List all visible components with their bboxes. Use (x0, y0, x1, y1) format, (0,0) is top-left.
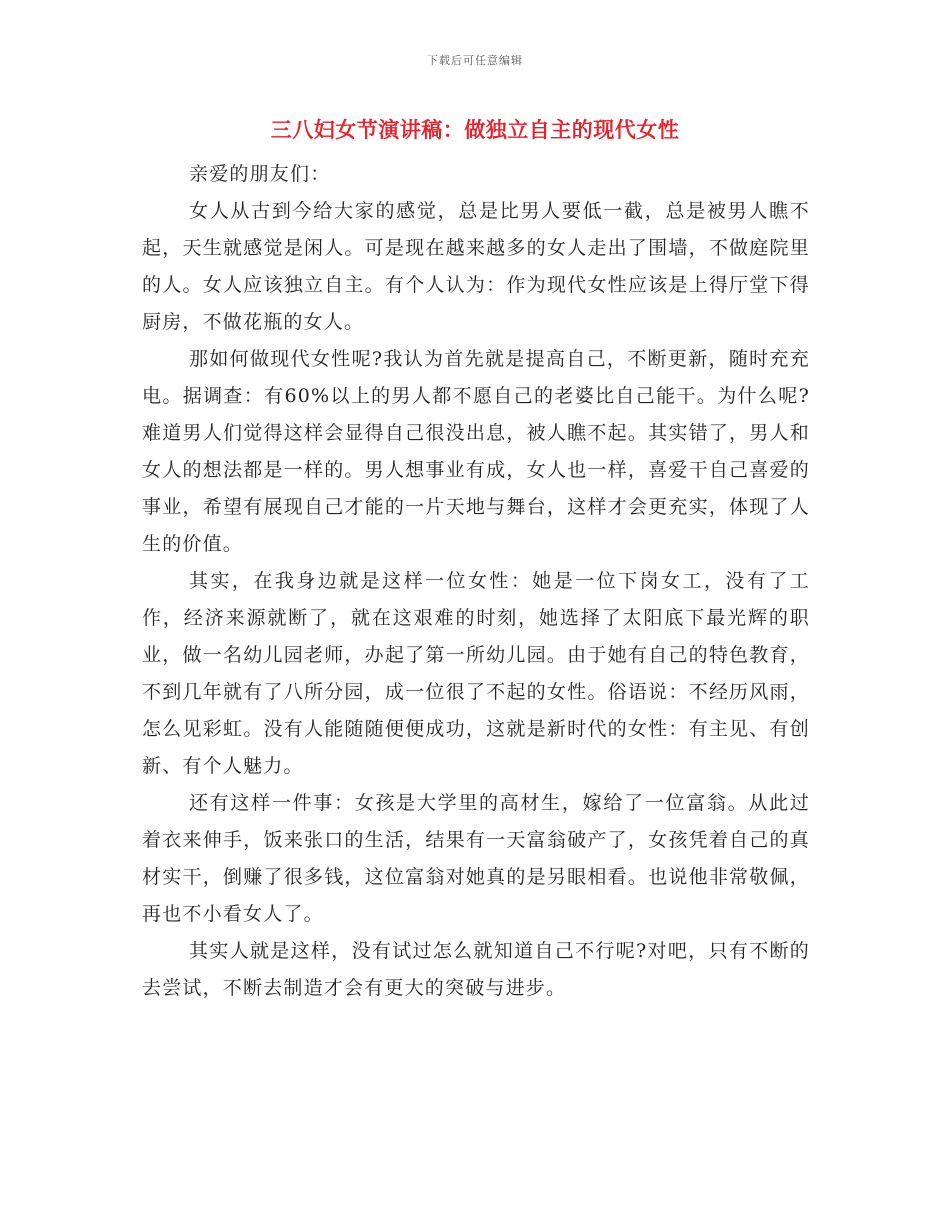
paragraph: 其实人就是这样，没有试过怎么就知道自己不行呢?对吧，只有不断的去尝试，不断去制造才会有更大的突破与进步。 (142, 940, 810, 999)
paragraph: 女人从古到今给大家的感觉，总是比男人要低一截，总是被男人瞧不起，天生就感觉是闲人。可是现在越来越多的女人走出了围墙，不做庭院里的人。女人应该独立自主。有个人认为：作为现代女性应该是上得厅堂下得厨房，不做花瓶的女人。 (142, 200, 810, 333)
paragraph-greeting: 亲爱的朋友们： (189, 163, 331, 185)
paragraph: 那如何做现代女性呢?我认为首先就是提高自己，不断更新，随时充充电。据调查：有60%以上的男人都不愿自己的老婆比自己能干。为什么呢?难道男人们觉得这样会显得自己很没出息，被人瞧不起。其实错了，男人和女人的想法都是一样的。男人想事业有成，女人也一样，喜爱干自己喜爱的事业，希望有展现自己才能的一片天地与舞台，这样才会更充实，体现了人生的价值。 (142, 348, 810, 555)
paragraph: 其实，在我身边就是这样一位女性：她是一位下岗女工，没有了工作，经济来源就断了，就在这艰难的时刻，她选择了太阳底下最光辉的职业，做一名幼儿园老师，办起了第一所幼儿园。由于她有自己的特色教育，不到几年就有了八所分园，成一位很了不起的女性。俗语说：不经历风雨，怎么见彩虹。没有人能随随便便成功，这就是新时代的女性：有主见、有创新、有个人魅力。 (142, 570, 810, 777)
document-title: 三八妇女节演讲稿：做独立自主的现代女性 (270, 118, 680, 142)
paragraph: 还有这样一件事：女孩是大学里的高材生，嫁给了一位富翁。从此过着衣来伸手，饭来张口的生活，结果有一天富翁破产了，女孩凭着自己的真材实干，倒赚了很多钱，这位富翁对她真的是另眼相看。也说他非常敬佩，再也不小看女人了。 (142, 792, 810, 925)
document-body (142, 156, 810, 1007)
page-header-note: 下载后可任意编辑 (427, 54, 523, 67)
